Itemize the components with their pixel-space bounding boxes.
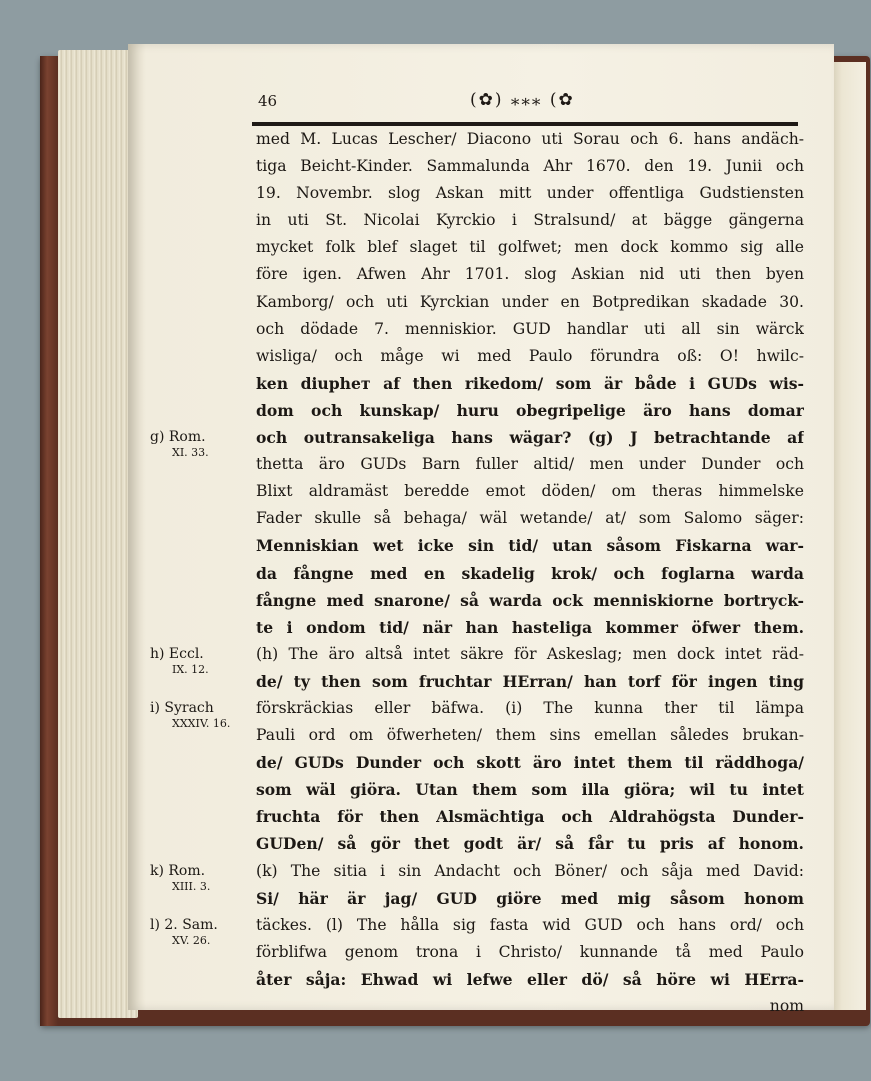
text-line: och dödade 7. menniskior. GUD handlar uti all sin wärck <box>256 319 804 338</box>
text-line: Pauli ord om öfwerheten/ them sins emellan således brukan- <box>256 726 804 745</box>
text-line: thetta äro GUDs Barn fuller altid/ men under Dunder och <box>256 455 804 474</box>
text-line: de/ GUDs Dunder och skott äro intet them til räddhoga/ <box>256 753 804 773</box>
text-line: mycket folk blef slaget til golfwet; men dock kommo sig alle <box>256 238 804 257</box>
margin-note <box>150 700 256 732</box>
margin-note-reference: g) Rom. <box>150 429 206 446</box>
text-line: med M. Lucas Lescher/ Diacono uti Sorau och 6. hans andäch- <box>256 130 804 148</box>
header-ornament: (✿) ⁎⁎⁎ (✿ <box>470 90 575 110</box>
margin-note <box>150 429 256 461</box>
text-line: fångne med snarone/ så warda ock menniskiorne bortryck- <box>256 590 804 610</box>
text-line: dom och kunskap/ huru obegripelige äro hans domar <box>256 400 804 420</box>
margin-note-verse: XV. 26. <box>172 933 211 947</box>
text-line: Blixt aldramäst beredde emot döden/ om theras himmelske <box>256 482 804 501</box>
margin-note-verse: IX. 12. <box>172 662 209 676</box>
text-line: 19. Novembr. slog Askan mitt under offentliga Gudstiensten <box>256 184 804 203</box>
text-line: wisliga/ och måge wi med Paulo förundra oß: O! hwilc- <box>256 346 804 365</box>
margin-note-reference: i) Syrach <box>150 700 214 717</box>
text-line: GUDen/ så gör thet godt är/ så får tu pris af honom. <box>256 834 804 854</box>
text-line: in uti St. Nicolai Kyrckio i Stralsund/ at bägge gängerna <box>256 211 804 230</box>
margin-note-verse: XI. 33. <box>172 446 209 460</box>
text-line: täckes. (l) The hålla sig fasta wid GUD och hans ord/ och <box>256 915 804 934</box>
body-text <box>256 126 816 1020</box>
margin-note-verse: XIII. 3. <box>172 879 211 893</box>
text-line: nom <box>769 997 804 1015</box>
book-spine <box>40 56 58 1026</box>
text-line: da fångne med en skadelig krok/ och foglarna warda <box>256 563 804 583</box>
text-line: förblifwa genom trona i Christo/ kunnande tå med Paulo <box>256 942 804 961</box>
text-line: (h) The äro altså intet säkre för Askeslag; men dock intet räd- <box>256 644 804 663</box>
text-line: ken diupheт af then rikedom/ som är både i GUDs wis- <box>256 373 804 393</box>
text-line: Kamborg/ och uti Kyrckian under en Botpredikan skadade 30. <box>256 292 804 311</box>
margin-note-verse: XXXIV. 16. <box>172 717 231 731</box>
text-line: före igen. Afwen Ahr 1701. slog Askian nid uti then byen <box>256 265 804 284</box>
text-line: te i ondom tid/ när han hasteliga kommer öfwer them. <box>256 617 804 637</box>
text-line: och outransakeliga hans wägar? (g) J betrachtande af <box>256 428 804 448</box>
page-number: 46 <box>258 92 278 110</box>
margin-note <box>150 863 256 895</box>
margin-note <box>150 917 256 949</box>
text-line: Fader skulle så behaga/ wäl wetande/ at/ som Salomo säger: <box>256 509 804 528</box>
margin-note-reference: l) 2. Sam. <box>150 916 218 933</box>
text-line: som wäl giöra. Utan them som illa giöra; wil tu intet <box>256 780 804 800</box>
margin-note-reference: k) Rom. <box>150 862 206 879</box>
text-line: fruchta för then Alsmächtiga och Aldrahögsta Dunder- <box>256 807 804 827</box>
page-stack-edge <box>58 50 138 1018</box>
text-line: Menniskian wet icke sin tid/ utan såsom Fiskarna war- <box>256 536 804 556</box>
text-line: åter såja: Ehwad wi lefwe eller dö/ så höre wi HErra- <box>256 969 804 989</box>
margin-note <box>150 646 256 678</box>
text-line: förskräckias eller bäfwa. (i) The kunna ther til lämpa <box>256 698 804 717</box>
text-line: tiga Beicht-Kinder. Sammalunda Ahr 1670. den 19. Junii och <box>256 157 804 176</box>
text-line: de/ ty then som fruchtar HErran/ han torf för ingen ting <box>256 671 804 691</box>
page-header <box>258 90 798 118</box>
text-line: Si/ här är jag/ GUD giöre med mig såsom honom <box>256 888 804 908</box>
margin-note-reference: h) Eccl. <box>150 645 204 662</box>
text-line: (k) The sitia i sin Andacht och Böner/ och såja med David: <box>256 861 804 880</box>
